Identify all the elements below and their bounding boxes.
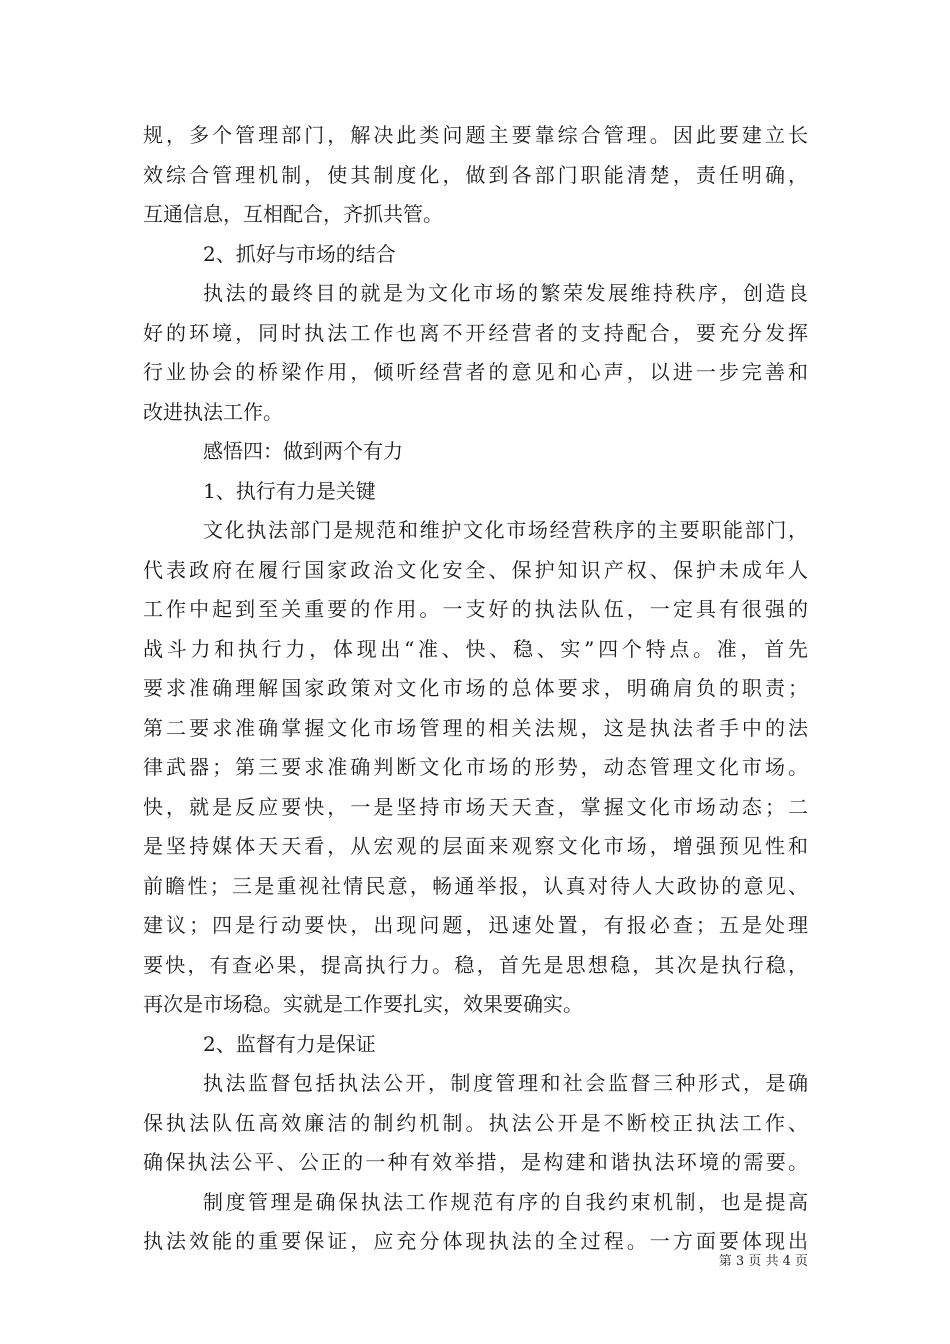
text-line: 1、执行有力是关键: [203, 478, 376, 503]
text-line: 执法监督包括执法公开，制度管理和社会监督三种形式，是确: [203, 1071, 808, 1095]
text-line: 行业协会的桥梁作用，倾听经营者的意见和心声，以进一步完善和: [143, 360, 808, 384]
page-number: 第 3 页 共 4 页: [718, 1254, 808, 1269]
text-line: 律武器；第三要求准确判断文化市场的形势，动态管理文化市场。: [143, 755, 808, 779]
text-line: 第二要求准确掌握文化市场管理的相关法规，这是执法者手中的法: [143, 715, 808, 740]
text-line: 保执法队伍高效廉洁的制约机制。执法公开是不断校正执法工作、: [143, 1110, 808, 1135]
text-line: 前瞻性；三是重视社情民意，畅通举报，认真对待人大政协的意见、: [143, 873, 808, 898]
text-line: 规，多个管理部门，解决此类问题主要靠综合管理。因此要建立长: [143, 123, 808, 147]
text-line: 是坚持媒体天天看，从宏观的层面来观察文化市场，增强预见性和: [143, 834, 808, 858]
text-line: 感悟四：做到两个有力: [203, 439, 403, 463]
text-line: 代表政府在履行国家政治文化安全、保护知识产权、保护未成年人: [143, 557, 808, 582]
text-line: 要求准确理解国家政策对文化市场的总体要求，明确肩负的职责；: [143, 676, 808, 700]
text-line: 制度管理是确保执法工作规范有序的自我约束机制，也是提高: [203, 1189, 808, 1214]
text-line: 互通信息，互相配合，齐抓共管。: [143, 202, 443, 226]
text-line: 效综合管理机制，使其制度化，做到各部门职能清楚，责任明确，: [143, 162, 808, 187]
text-line: 快，就是反应要快，一是坚持市场天天查，掌握文化市场动态；二: [143, 794, 808, 819]
text-line: 执法的最终目的就是为文化市场的繁荣发展维持秩序，创造良: [203, 281, 808, 305]
text-line: 确保执法公平、公正的一种有效举措，是构建和谐执法环境的需要。: [143, 1150, 808, 1174]
text-line: 2、抓好与市场的结合: [203, 241, 396, 266]
text-line: 文化执法部门是规范和维护文化市场经营秩序的主要职能部门，: [203, 518, 808, 542]
text-line: 改进执法工作。: [143, 399, 283, 424]
body-text: [143, 116, 808, 1262]
text-line: 再次是市场稳。实就是工作要扎实，效果要确实。: [143, 992, 583, 1016]
text-line: 2、监督有力是保证: [203, 1031, 376, 1056]
text-line: 要快，有查必果，提高执行力。稳，首先是思想稳，其次是执行稳，: [143, 952, 808, 977]
text-line: 好的环境，同时执法工作也离不开经营者的支持配合，要充分发挥: [143, 320, 808, 345]
text-line: 战斗力和执行力，体现出“准、快、稳、实”四个特点。准，首先: [143, 636, 808, 661]
text-line: 建议；四是行动要快，出现问题，迅速处置，有报必查；五是处理: [143, 913, 808, 937]
text-line: 执法效能的重要保证，应充分体现执法的全过程。一方面要体现出: [143, 1229, 808, 1253]
text-line: 工作中起到至关重要的作用。一支好的执法队伍，一定具有很强的: [143, 597, 808, 621]
